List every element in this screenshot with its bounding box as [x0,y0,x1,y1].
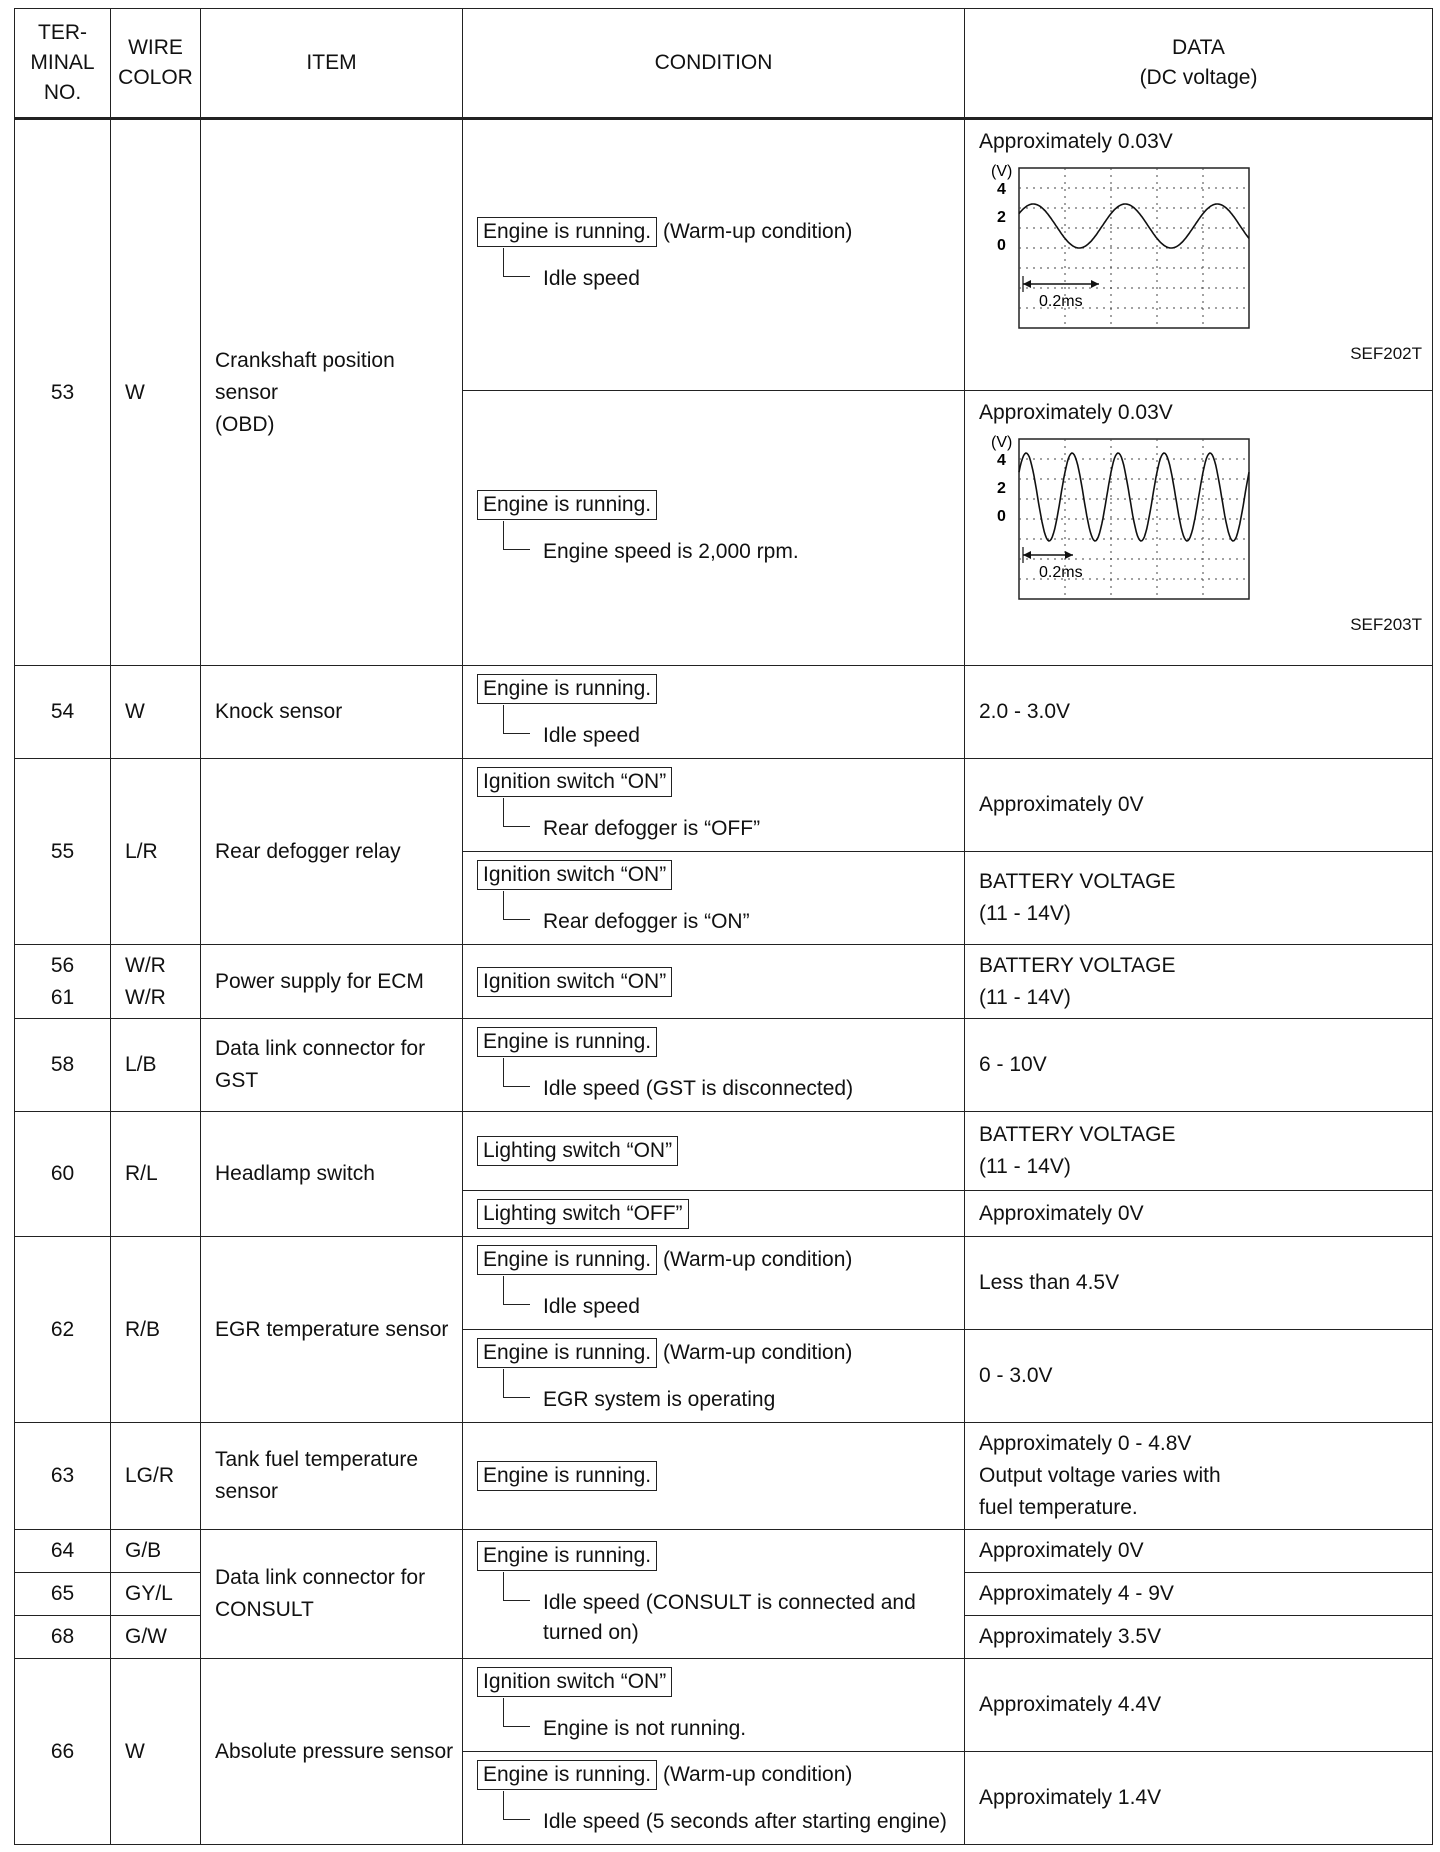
data-cell: 0 - 3.0V [965,1330,1433,1423]
condition-box: Engine is running. [477,217,657,247]
scope-tick-label: 0 [997,508,1006,525]
data-cell: Approximately 1.4V [965,1752,1433,1845]
condition-cell [463,1019,965,1112]
data-line: Output voltage varies with [979,1464,1221,1487]
item-line: CONSULT [215,1598,314,1621]
item-cell: Knock sensor [201,666,463,759]
scope-unit-label: (V) [991,434,1013,451]
terminal-line: 56 [50,953,75,977]
condition-note: (Warm-up condition) [662,1763,853,1786]
terminal-line: 61 [50,985,75,1009]
condition-sub: Idle speed (GST is disconnected) [477,1074,964,1104]
data-line: (11 - 14V) [979,902,1071,925]
terminal-cell: 62 [15,1237,111,1423]
terminal-cell: 60 [15,1112,111,1237]
scope-tick-label: 4 [997,452,1006,469]
wire-cell: GY/L [111,1573,201,1616]
condition-box: Engine is running. [477,1461,657,1491]
header-terminal-line: MINAL [30,51,95,74]
row-53-a [15,119,1433,391]
row-54 [15,666,1433,759]
wire-cell: L/B [111,1019,201,1112]
data-value: Approximately 0.03V [979,130,1173,153]
data-line: Approximately 0 - 4.8V [979,1432,1192,1455]
condition-sub: Idle speed (CONSULT is connected and [477,1588,964,1618]
condition-cell [463,945,965,1019]
wire-cell: R/B [111,1237,201,1423]
data-cell [965,1112,1433,1191]
condition-sub: Engine speed is 2,000 rpm. [477,537,964,567]
condition-sub: Idle speed (5 seconds after starting engine) [477,1807,964,1837]
data-cell: Approximately 4.4V [965,1659,1433,1752]
condition-cell [463,852,965,945]
condition-cell [463,1237,965,1330]
data-line: BATTERY VOLTAGE [979,953,1176,977]
condition-box: Engine is running. [477,1338,657,1368]
header-wire-line: WIRE [128,36,183,59]
header-wire-line: COLOR [118,66,193,89]
condition-cell [463,119,965,391]
condition-note: (Warm-up condition) [662,1341,853,1364]
scope-unit-label: (V) [991,163,1013,180]
item-cell: Power supply for ECM [201,945,463,1019]
row-63 [15,1423,1433,1530]
data-line: BATTERY VOLTAGE [979,1123,1176,1146]
scope-waveform [1019,453,1249,541]
figure-code: SEF203T [1350,615,1422,634]
header-data [965,9,1433,119]
condition-box: Engine is running. [477,1760,657,1790]
scope-tick-label: 4 [997,181,1006,198]
data-cell: Approximately 3.5V [965,1616,1433,1659]
row-66-a [15,1659,1433,1752]
terminal-cell: 68 [15,1616,111,1659]
condition-box: Engine is running. [477,1541,657,1571]
row-64 [15,1530,1433,1573]
data-cell [965,945,1433,1019]
wire-cell [111,945,201,1019]
condition-box: Lighting switch “OFF” [477,1199,689,1229]
item-line: Tank fuel temperature [215,1448,419,1471]
item-line: (OBD) [215,412,275,436]
wire-cell: G/B [111,1530,201,1573]
item-cell [201,1530,463,1659]
wire-cell: W [111,666,201,759]
ecm-terminal-table [14,8,1433,1845]
item-cell [201,1423,463,1530]
item-cell: EGR temperature sensor [201,1237,463,1423]
condition-note: (Warm-up condition) [662,1248,853,1271]
scope-tick-label: 2 [997,209,1006,226]
item-line: Data link connector for [215,1566,426,1589]
terminal-cell: 63 [15,1423,111,1530]
row-58 [15,1019,1433,1112]
item-cell [201,1019,463,1112]
data-cell [965,391,1433,666]
wire-cell: LG/R [111,1423,201,1530]
terminal-cell: 65 [15,1573,111,1616]
data-cell: Approximately 0V [965,1191,1433,1237]
row-55-a [15,759,1433,852]
header-row [15,9,1433,119]
condition-sub: Idle speed [477,721,964,751]
condition-box: Engine is running. [477,1027,657,1057]
row-60-a [15,1112,1433,1191]
scope-arrow-head [1023,280,1031,288]
header-data-line: (DC voltage) [1139,66,1258,89]
condition-sub: Engine is not running. [477,1714,964,1744]
condition-cell [463,1112,965,1191]
scope-period-label: 0.2ms [1039,564,1083,581]
condition-box: Engine is running. [477,674,657,704]
header-item: ITEM [201,9,463,119]
wire-line: W/R [125,953,166,977]
row-62-a [15,1237,1433,1330]
condition-cell [463,1752,965,1845]
scope-arrow-head [1065,551,1073,559]
header-condition: CONDITION [463,9,965,119]
condition-cell [463,1191,965,1237]
data-cell: Approximately 4 - 9V [965,1573,1433,1616]
data-cell [965,852,1433,945]
condition-cell [463,1659,965,1752]
wire-cell: G/W [111,1616,201,1659]
data-line: (11 - 14V) [979,1155,1071,1178]
data-line: BATTERY VOLTAGE [979,870,1176,893]
condition-sub: Idle speed [477,1292,964,1322]
item-line: Data link connector for [215,1037,426,1060]
condition-cell [463,666,965,759]
header-terminal [15,9,111,119]
condition-cell [463,1530,965,1659]
wire-line: W/R [125,985,166,1009]
condition-note: (Warm-up condition) [662,220,853,243]
condition-cell [463,759,965,852]
waveform-scope [979,429,1432,641]
wire-cell: R/L [111,1112,201,1237]
terminal-cell [15,945,111,1019]
data-cell: Less than 4.5V [965,1237,1433,1330]
condition-sub-continued: turned on) [543,1621,639,1644]
item-cell: Headlamp switch [201,1112,463,1237]
condition-box: Ignition switch “ON” [477,767,672,797]
condition-sub: EGR system is operating [477,1385,964,1415]
figure-code: SEF202T [1350,344,1422,363]
condition-box: Engine is running. [477,490,657,520]
scope-tick-label: 0 [997,237,1006,254]
condition-box: Ignition switch “ON” [477,1667,672,1697]
header-terminal-line: NO. [43,81,82,104]
item-line: sensor [215,1480,279,1503]
oscilloscope-plot [979,158,1269,338]
oscilloscope-plot [979,429,1269,609]
condition-sub: Idle speed [477,264,964,294]
terminal-cell: 66 [15,1659,111,1845]
condition-cell [463,391,965,666]
header-terminal-line: TER- [38,21,87,44]
condition-sub: Rear defogger is “OFF” [477,814,964,844]
wire-cell: W [111,1659,201,1845]
waveform-scope [979,158,1432,370]
data-cell: 6 - 10V [965,1019,1433,1112]
scope-arrow-head [1091,280,1099,288]
data-value: Approximately 0.03V [979,401,1173,424]
scope-period-label: 0.2ms [1039,293,1083,310]
terminal-cell: 64 [15,1530,111,1573]
data-line: (11 - 14V) [979,985,1071,1009]
wire-cell: L/R [111,759,201,945]
data-line: fuel temperature. [979,1496,1138,1519]
item-cell: Rear defogger relay [201,759,463,945]
terminal-cell: 58 [15,1019,111,1112]
item-line: Crankshaft position sensor [215,348,395,404]
scope-tick-label: 2 [997,480,1006,497]
terminal-cell: 53 [15,119,111,666]
scope-arrow-head [1023,551,1031,559]
header-wire [111,9,201,119]
data-cell: 2.0 - 3.0V [965,666,1433,759]
header-data-line: DATA [1172,36,1225,59]
condition-sub: Rear defogger is “ON” [477,907,964,937]
terminal-cell: 54 [15,666,111,759]
condition-box: Lighting switch “ON” [477,1136,678,1166]
condition-box: Engine is running. [477,1245,657,1275]
condition-box: Ignition switch “ON” [477,860,672,890]
item-cell [201,119,463,666]
data-cell [965,1423,1433,1530]
condition-cell [463,1423,965,1530]
terminal-cell: 55 [15,759,111,945]
condition-box: Ignition switch “ON” [477,967,672,997]
terminal-spec-page [14,8,1432,1846]
condition-cell [463,1330,965,1423]
data-cell: Approximately 0V [965,759,1433,852]
row-56-61 [15,945,1433,1019]
item-cell: Absolute pressure sensor [201,1659,463,1845]
scope-waveform [1019,204,1249,248]
data-cell: Approximately 0V [965,1530,1433,1573]
data-cell [965,119,1433,391]
wire-cell: W [111,119,201,666]
item-line: GST [215,1069,259,1092]
